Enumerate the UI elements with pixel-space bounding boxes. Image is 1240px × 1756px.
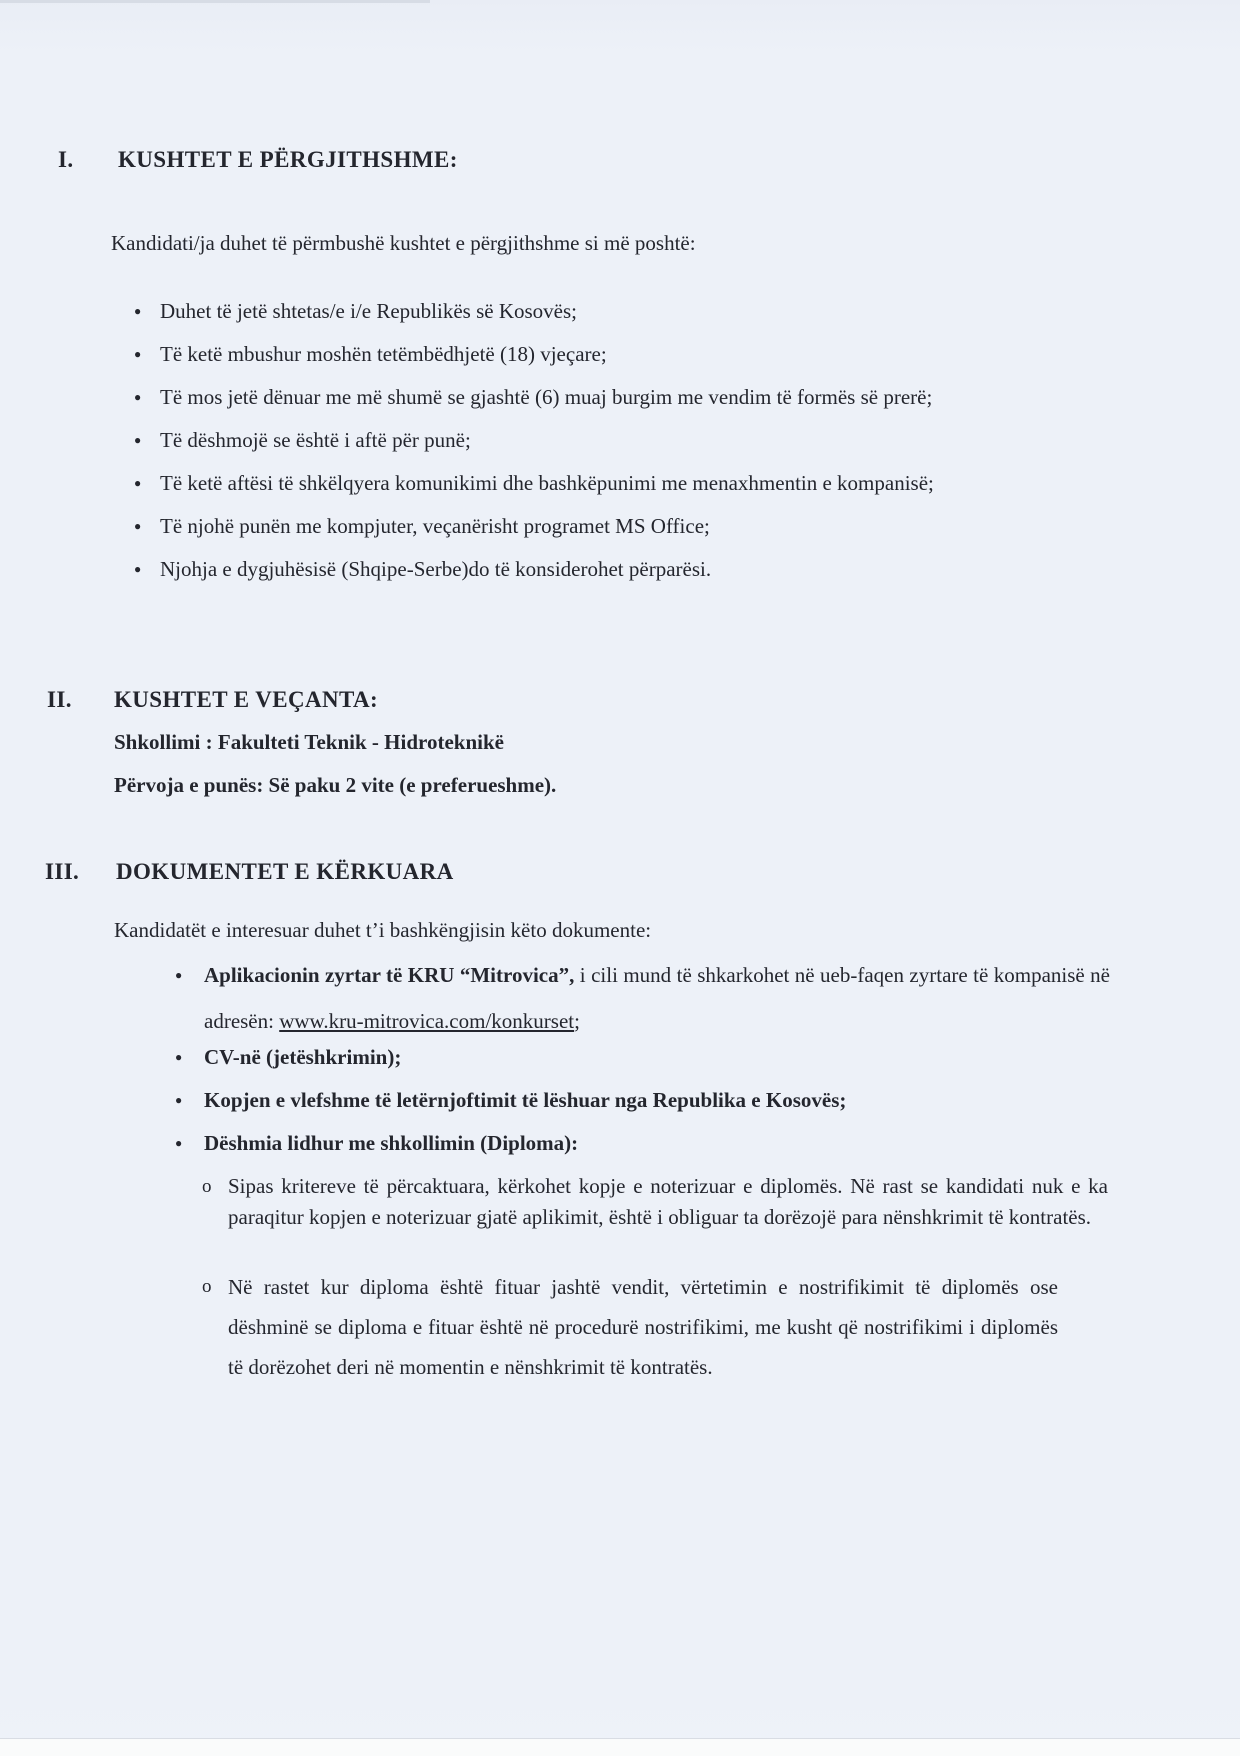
section-title: KUSHTET E VEÇANTA: <box>114 687 379 712</box>
bullet-icon: ● <box>175 968 183 982</box>
list-item-text: Të ketë mbushur moshën tetëmbëdhjetë (18) vjeçare; <box>160 342 607 366</box>
list-item-id-copy <box>175 1087 1110 1113</box>
bullet-icon: ● <box>134 433 142 447</box>
circle-bullet-icon: o <box>202 1176 212 1197</box>
bullet-icon: ● <box>134 390 142 404</box>
list-item-bold-text: Dëshmia lidhur me shkollimin (Diploma): <box>204 1131 579 1155</box>
circle-bullet-icon: o <box>202 1276 212 1297</box>
scan-top-edge <box>0 0 430 3</box>
bullet-icon: ● <box>134 476 142 490</box>
section-number: I. <box>58 147 74 172</box>
list-item-bold-text: CV-në (jetëshkrimin); <box>204 1045 402 1069</box>
bullet-icon: ● <box>134 519 142 533</box>
section-number: II. <box>47 687 72 712</box>
bullet-icon: ● <box>134 304 142 318</box>
sub-list-item-text: Sipas kritereve të përcaktuara, kërkohet kopje e noterizuar e diplomës. Në rast se kandidati nuk e ka paraqitur kopjen e noterizuar gjatë aplikimit, është i obliguar ta dorëzojë para nënshkrimit të kontratës. <box>228 1174 1108 1229</box>
section-heading-required-documents <box>45 859 454 885</box>
list-item <box>134 556 1180 582</box>
section-title: DOKUMENTET E KËRKUARA <box>116 859 454 884</box>
list-item <box>134 427 1180 453</box>
list-item-bold-text: Aplikacionin zyrtar të KRU “Mitrovica”, <box>204 963 575 987</box>
list-item-text: Duhet të jetë shtetas/e i/e Republikës së Kosovës; <box>160 299 577 323</box>
list-item-bold-text: Kopjen e vlefshme të letërnjoftimit të lëshuar nga Republika e Kosovës; <box>204 1088 847 1112</box>
list-item-text: Të njohë punën me kompjuter, veçanërisht programet MS Office; <box>160 514 710 538</box>
list-item-application-form <box>175 952 1110 1044</box>
bullet-icon: ● <box>175 1136 183 1150</box>
list-item-text: Të mos jetë dënuar me më shumë se gjashtë (6) muaj burgim me vendim të formës së prerë; <box>160 385 933 409</box>
section-title: KUSHTET E PËRGJITHSHME: <box>118 147 458 172</box>
list-item-text: Të dëshmojë se është i aftë për punë; <box>160 428 471 452</box>
section-heading-general-conditions <box>58 147 458 173</box>
bullet-icon: ● <box>134 347 142 361</box>
section-heading-special-conditions <box>47 687 378 713</box>
experience-requirement: Përvoja e punës: Së paku 2 vite (e preferueshme). <box>114 773 557 797</box>
list-item <box>134 513 1180 539</box>
education-requirement: Shkollimi : Fakulteti Teknik - Hidroteknikë <box>114 730 504 754</box>
section-intro: Kandidatët e interesuar duhet t’i bashkëngjisin këto dokumente: <box>114 918 652 942</box>
general-conditions-list <box>134 298 1180 599</box>
application-url-link[interactable]: www.kru-mitrovica.com/konkurset <box>279 1009 575 1033</box>
list-item-text: Të ketë aftësi të shkëlqyera komunikimi dhe bashkëpunimi me menaxhmentin e kompanisë; <box>160 471 934 495</box>
list-item-suffix: ; <box>574 1009 580 1033</box>
section-number: III. <box>45 859 80 884</box>
scan-bottom-edge <box>0 1738 1240 1756</box>
sub-list-item-notarized-copy <box>202 1171 1108 1233</box>
bullet-icon: ● <box>175 1093 183 1107</box>
list-item-text: Njohja e dygjuhësisë (Shqipe-Serbe)do të konsiderohet përparësi. <box>160 557 712 581</box>
bullet-icon: ● <box>175 1050 183 1064</box>
list-item <box>134 384 1180 410</box>
section-intro: Kandidati/ja duhet të përmbushë kushtet e përgjithshme si më poshtë: <box>111 231 696 255</box>
sub-list-item-foreign-diploma <box>202 1267 1058 1387</box>
list-item <box>134 298 1180 324</box>
list-item <box>134 341 1180 367</box>
sub-list-item-text: Në rastet kur diploma është fituar jashtë vendit, vërtetimin e nostrifikimit të diplomës ose dëshminë se diploma e fituar është në procedurë nostrifikimi, me kusht që nostrifikimi i diplomës të dorëzohet deri në momentin e nënshkrimit të kontratës. <box>228 1275 1058 1379</box>
list-item <box>134 470 1180 496</box>
bullet-icon: ● <box>134 562 142 576</box>
list-item-diploma <box>175 1130 1110 1156</box>
list-item-text: i cili mund të shkarkohet në ueb-faqen zyrtare të kompanisë në adresën: <box>204 963 1110 1033</box>
list-item-cv <box>175 1044 1110 1070</box>
